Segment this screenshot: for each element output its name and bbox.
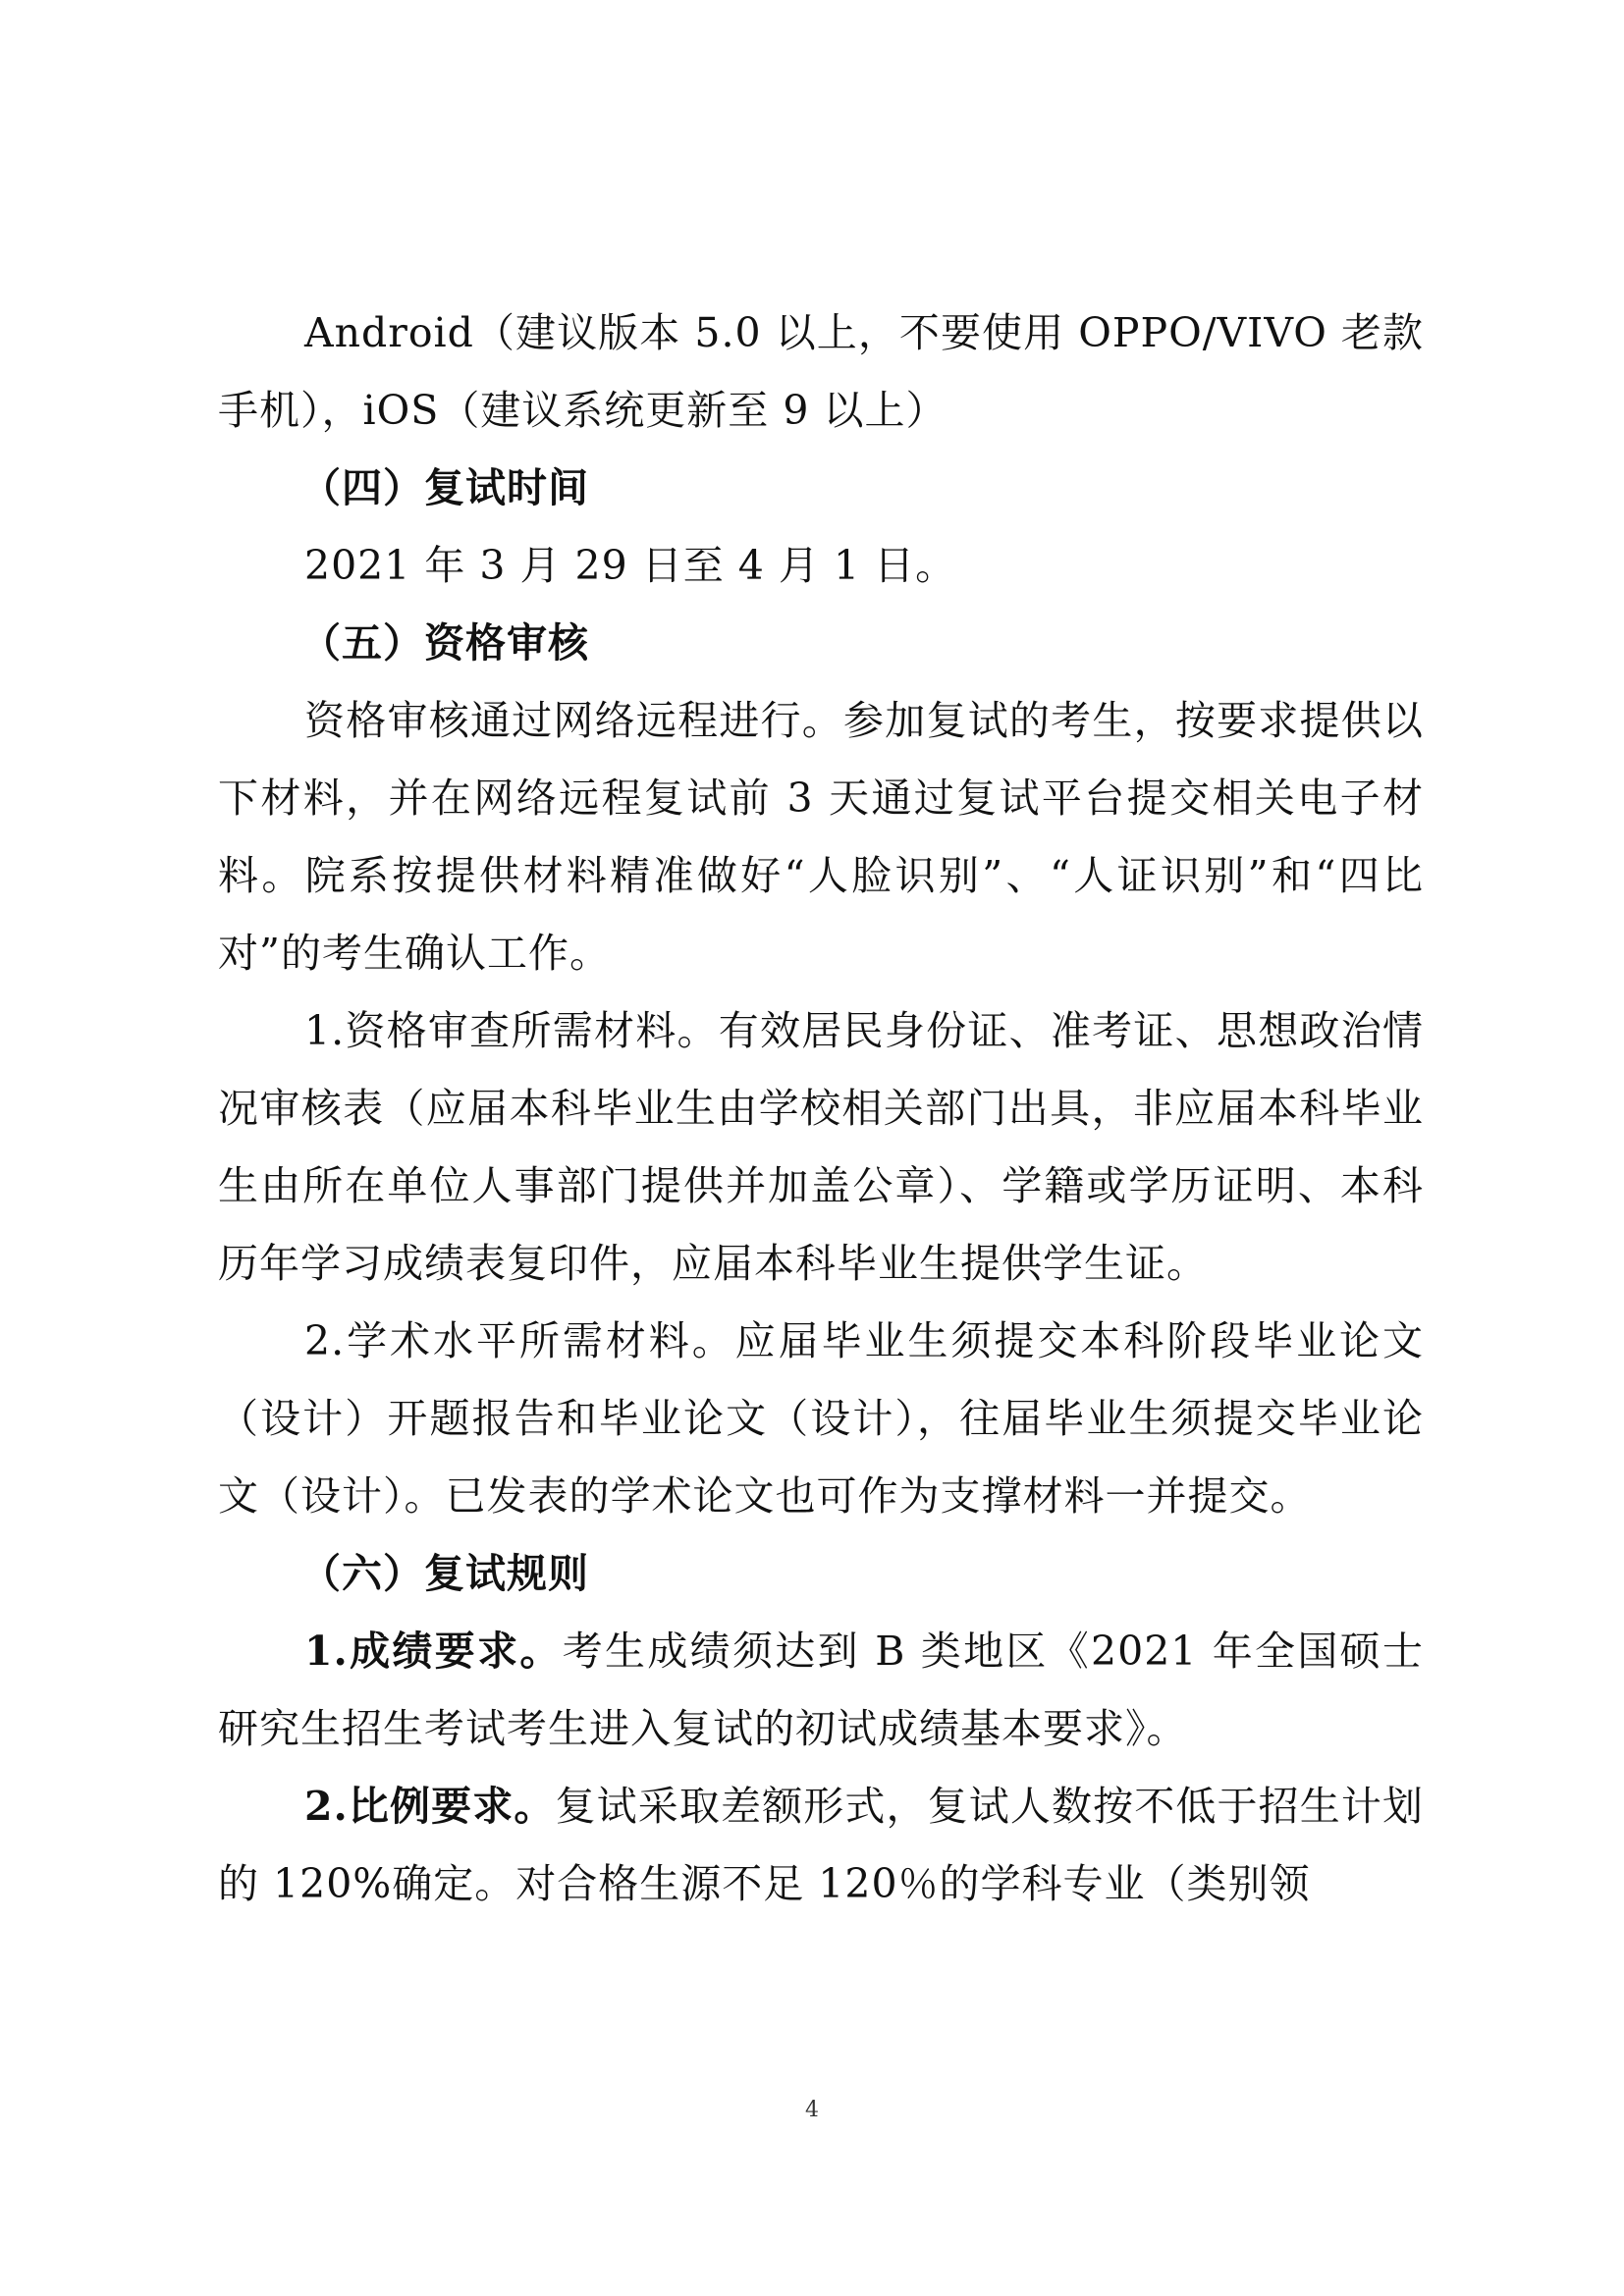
paragraph-text: 1.资格审查所需材料。有效居民身份证、准考证、思想政治情况审核表（应届本科毕业生由学校相关部门出具，非应届本科毕业生由所在单位人事部门提供并加盖公章）、学籍或学历证明、本科历年学习成绩表复印件，应届本科毕业生提供学生证。 — [218, 1007, 1424, 1287]
paragraph-remote-review — [218, 682, 1424, 992]
heading-text: （五）资格审核 — [300, 619, 589, 667]
paragraph-text: 考生成绩须达到 B 类地区《2021 年全国硕士研究生招生考试考生进入复试的初试成绩基本要求》。 — [218, 1628, 1424, 1752]
heading-text: （六）复试规则 — [300, 1550, 589, 1597]
document-body — [218, 294, 1424, 1923]
paragraph-retest-dates — [218, 527, 1424, 605]
paragraph-lead: 2.比例要求。 — [304, 1783, 556, 1830]
paragraph-ratio-requirement — [218, 1768, 1424, 1923]
paragraph-text: 2.学术水平所需材料。应届毕业生须提交本科阶段毕业论文（设计）开题报告和毕业论文（设计），往届毕业生须提交毕业论文（设计）。已发表的学术论文也可作为支撑材料一并提交。 — [218, 1317, 1424, 1520]
section-heading-qualification-review — [218, 605, 1424, 682]
paragraph-lead: 1.成绩要求。 — [304, 1628, 563, 1675]
heading-text: （四）复试时间 — [300, 464, 589, 511]
paragraph-text: 复试采取差额形式，复试人数按不低于招生计划的 120%确定。对合格生源不足 120％的学科专业（类别领 — [218, 1783, 1424, 1907]
section-heading-retest-time — [218, 450, 1424, 527]
paragraph-required-documents — [218, 992, 1424, 1303]
page-number: 4 — [805, 2098, 819, 2122]
paragraph-text: Android（建议版本 5.0 以上，不要使用 OPPO/VIVO 老款手机），iOS（建议系统更新至 9 以上） — [218, 309, 1424, 434]
paragraph-device-requirements — [218, 294, 1424, 450]
paragraph-text: 2021 年 3 月 29 日至 4 月 1 日。 — [304, 542, 957, 589]
paragraph-text: 资格审核通过网络远程进行。参加复试的考生，按要求提供以下材料，并在网络远程复试前 3 天通过复试平台提交相关电子材料。院系按提供材料精准做好“人脸识别”、“人证识别”和“四比对”的考生确认工作。 — [218, 697, 1424, 977]
paragraph-academic-materials — [218, 1303, 1424, 1535]
paragraph-score-requirement — [218, 1613, 1424, 1768]
section-heading-retest-rules — [218, 1535, 1424, 1613]
